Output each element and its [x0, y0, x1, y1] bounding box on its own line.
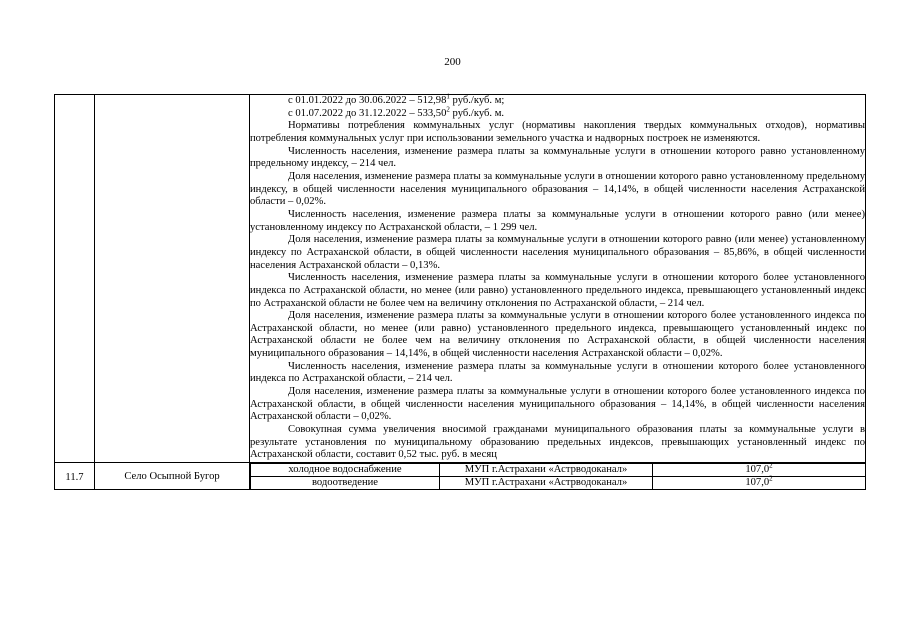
- paragraph: Численность населения, изменение размера платы за коммунальные услуги в отношении которого равно (или менее) установленному индексу по Астраханской области, – 1 299 чел.: [250, 208, 865, 233]
- paragraph: Доля населения, изменение размера платы за коммунальные услуги в отношении которого более установленного индекса по Астраханской области, в общей численности населения муниципального образования – 14,14%, в общей численности населения Астраханской области – 0,02%.: [250, 386, 865, 423]
- service-name: водоотведение: [251, 477, 440, 490]
- name-cell-empty: [95, 95, 250, 463]
- paragraph: Доля населения, изменение размера платы за коммунальные услуги в отношении которого более установленного индекса по Астраханской области, но менее (или равно) установленного предельного индекса, превышающего установленный индекс по Астраханской области не более чем на величину отклонения по Астраханской области, в общей численности населения муниципального образования – 14,14%, в общей численности населения Астраханской области – 0,02%.: [250, 310, 865, 360]
- table-row: [55, 463, 866, 490]
- paragraph: Численность населения, изменение размера платы за коммунальные услуги в отношении которого более установленного индекса по Астраханской области, – 214 чел.: [250, 360, 865, 385]
- row-number: 11.7: [55, 463, 95, 490]
- paragraph: Нормативы потребления коммунальных услуг (нормативы накопления твердых коммунальных отходов), нормативы потребления коммунальных услуг при использовании земельного участка и надворных построек не изменяются.: [250, 120, 865, 144]
- provider-name: МУП г.Астрахани «Астрводоканал»: [440, 477, 653, 490]
- services-table: [250, 463, 865, 489]
- paragraph: Совокупная сумма увеличения вносимой гражданами муниципального образования платы за коммунальные услуги в результате установления по муниципальному образованию предельных индексов, превышающих установленный индекс по Астраханской области, составит 0,52 тыс. руб. в месяц: [250, 424, 865, 461]
- table-row: [55, 95, 866, 463]
- date-line: с 01.01.2022 до 30.06.2022 – 512,98$^1$ руб./куб. м;: [288, 92, 505, 106]
- date-line: с 01.07.2022 до 31.12.2022 – 533,50$^2$ руб./куб. м.: [288, 105, 505, 119]
- paragraph: Доля населения, изменение размера платы за коммунальные услуги в отношении которого равно установленному предельному индексу, в общей численности населения муниципального образования – 14,14%, в общей численности населения Астраханской области – 0,02%.: [250, 170, 865, 208]
- text-cell: [250, 92, 866, 463]
- number-cell-empty: [55, 95, 95, 463]
- paragraph: Численность населения, изменение размера платы за коммунальные услуги в отношении которого более установленного индекса по Астраханской области, но менее (или равно) установленного предельного индекса, превышающего установленный индекс по Астраханской области не более чем на величину отклонения по Астраханской области, – 214 чел.: [250, 272, 865, 309]
- services-cell: [250, 463, 866, 490]
- index-value: 107,0$^2$: [653, 464, 866, 477]
- paragraph: Доля населения, изменение размера платы за коммунальные услуги в отношении которого равно (или менее) установленному индексу по Астраханской области, в общей численности населения муниципального образования – 85,86%, в общей численности населения Астраханской области – 0,13%.: [250, 234, 865, 271]
- service-name: холодное водоснабжение: [251, 464, 440, 477]
- provider-name: МУП г.Астрахани «Астрводоканал»: [440, 464, 653, 477]
- tariff-table: [54, 94, 866, 490]
- index-value: 107,0$^2$: [653, 477, 866, 490]
- page-number: 200: [444, 56, 461, 68]
- service-row: [251, 477, 866, 490]
- paragraph: Численность населения, изменение размера платы за коммунальные услуги в отношении которого равно установленному предельному индексу, – 214 чел.: [250, 145, 865, 170]
- settlement-name: Село Осыпной Бугор: [95, 463, 250, 490]
